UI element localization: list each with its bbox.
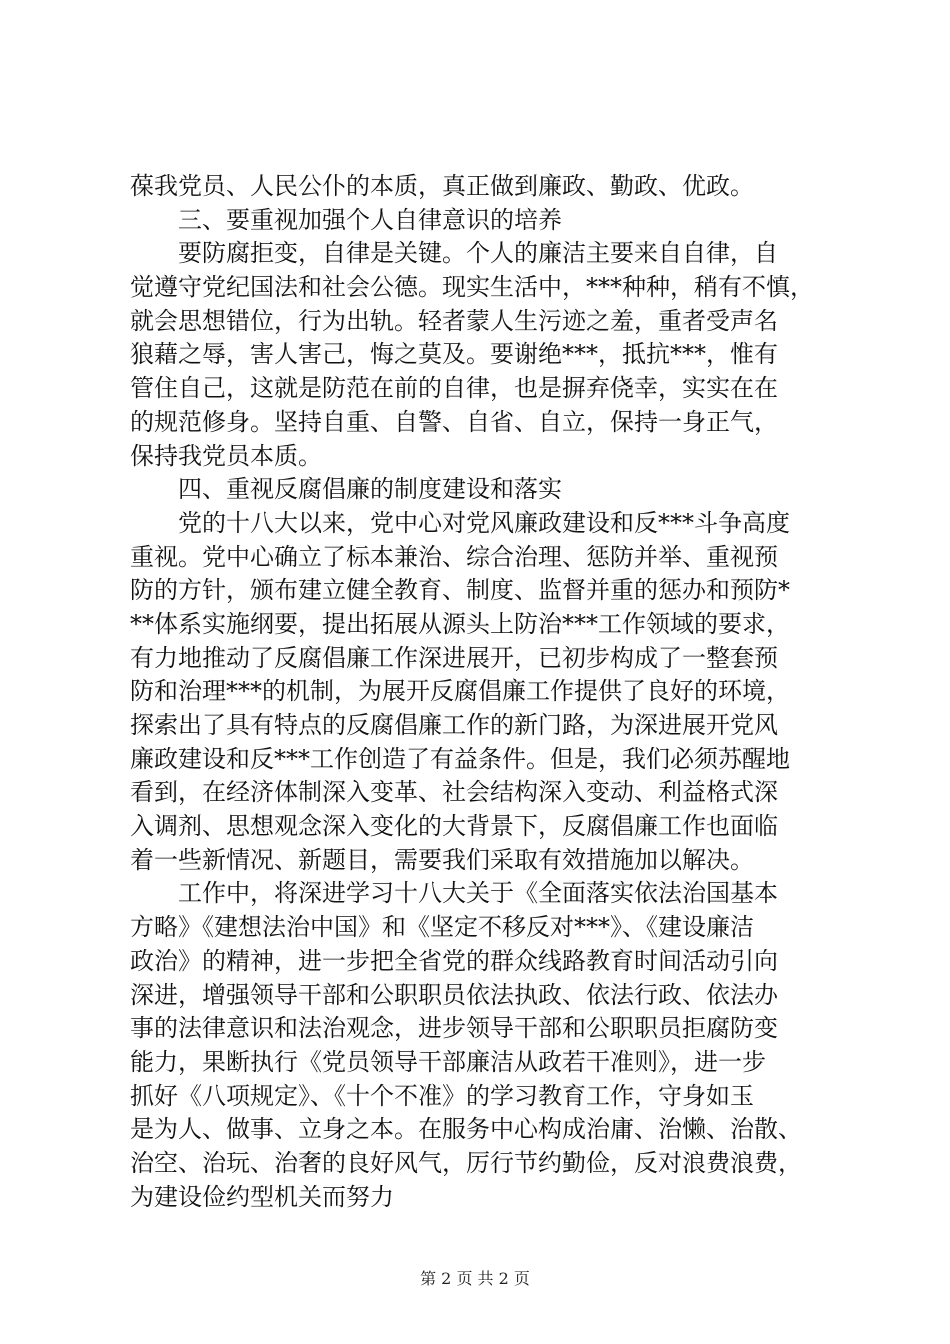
text-line: 抓好《八项规定》、《十个不准》的学习教育工作，守身如玉: [130, 1081, 754, 1110]
section-heading-4: 四、重视反腐倡廉的制度建设和落实: [130, 475, 562, 504]
text-line: 重视。党中心确立了标本兼治、综合治理、惩防并举、重视预: [130, 542, 778, 571]
text-line: 为建设俭约型机关而努力: [130, 1182, 394, 1211]
text-line: 要防腐拒变，自律是关键。个人的廉洁主要来自自律，自: [130, 239, 778, 268]
text-line: 探索出了具有特点的反腐倡廉工作的新门路，为深进展开党风: [130, 711, 778, 739]
text-line: 觉遵守党纪国法和社会公德。现实生活中，***种种，稍有不慎，: [130, 273, 814, 302]
page-number-label: 第 2 页 共 2 页: [420, 1269, 530, 1288]
text-line: 有力地推动了反腐倡廉工作深进展开，已初步构成了一整套预: [130, 643, 778, 672]
page-footer: [0, 1268, 950, 1290]
text-line: 管住自己，这就是防范在前的自律，也是摒弃侥幸，实实在在: [130, 374, 778, 403]
text-line: 政治》的精神，进一步把全省党的群众线路教育时间活动引向: [130, 946, 778, 975]
text-line: 廉政建设和反***工作创造了有益条件。但是，我们必须苏醒地: [130, 744, 790, 773]
text-line: 狼藉之辱，害人害己，悔之莫及。要谢绝***，抵抗***，惟有: [130, 340, 778, 369]
text-line: 能力，果断执行《党员领导干部廉洁从政若干准则》，进一步: [130, 1047, 766, 1076]
text-line: 党的十八大以来，党中心对党风廉政建设和反***斗争高度: [130, 508, 790, 537]
text-line: 治空、治玩、治奢的良好风气，厉行节约勤俭，反对浪费浪费，: [130, 1148, 802, 1177]
document-body: [130, 170, 850, 1214]
text-line: 深进，增强领导干部和公职职员依法执政、依法行政、依法办: [130, 980, 778, 1009]
section-heading-3: 三、要重视加强个人自律意识的培养: [130, 205, 562, 234]
text-line: 入调剂、思想观念深入变化的大背景下，反腐倡廉工作也面临: [130, 812, 778, 841]
text-line: 着一些新情况、新题目，需要我们采取有效措施加以解决。: [130, 845, 754, 874]
text-line: 是为人、做事、立身之本。在服务中心构成治庸、治懒、治散、: [130, 1115, 802, 1144]
text-line: 方略》《建想法治中国》和《坚定不移反对***》、《建设廉洁: [130, 913, 754, 942]
text-line: **体系实施纲要，提出拓展从源头上防治***工作领域的要求，: [130, 609, 790, 638]
text-line: 看到，在经济体制深入变革、社会结构深入变动、利益格式深: [130, 778, 778, 807]
text-line: 就会思想错位，行为出轨。轻者蒙人生污迹之羞，重者受声名: [130, 306, 778, 335]
text-line: 葆我党员、人民公仆的本质，真正做到廉政、勤政、优政。: [130, 172, 754, 200]
text-line: 保持我党员本质。: [130, 441, 322, 470]
text-line: 防和治理***的机制，为展开反腐倡廉工作提供了良好的环境，: [130, 677, 790, 706]
text-line: 事的法律意识和法治观念，进步领导干部和公职职员拒腐防变: [130, 1014, 778, 1043]
text-line: 工作中，将深进学习十八大关于《全面落实依法治国基本: [130, 879, 778, 908]
text-line: 防的方针，颁布建立健全教育、制度、监督并重的惩办和预防*: [130, 576, 790, 605]
text-line: 的规范修身。坚持自重、自警、自省、自立，保持一身正气，: [130, 407, 778, 436]
